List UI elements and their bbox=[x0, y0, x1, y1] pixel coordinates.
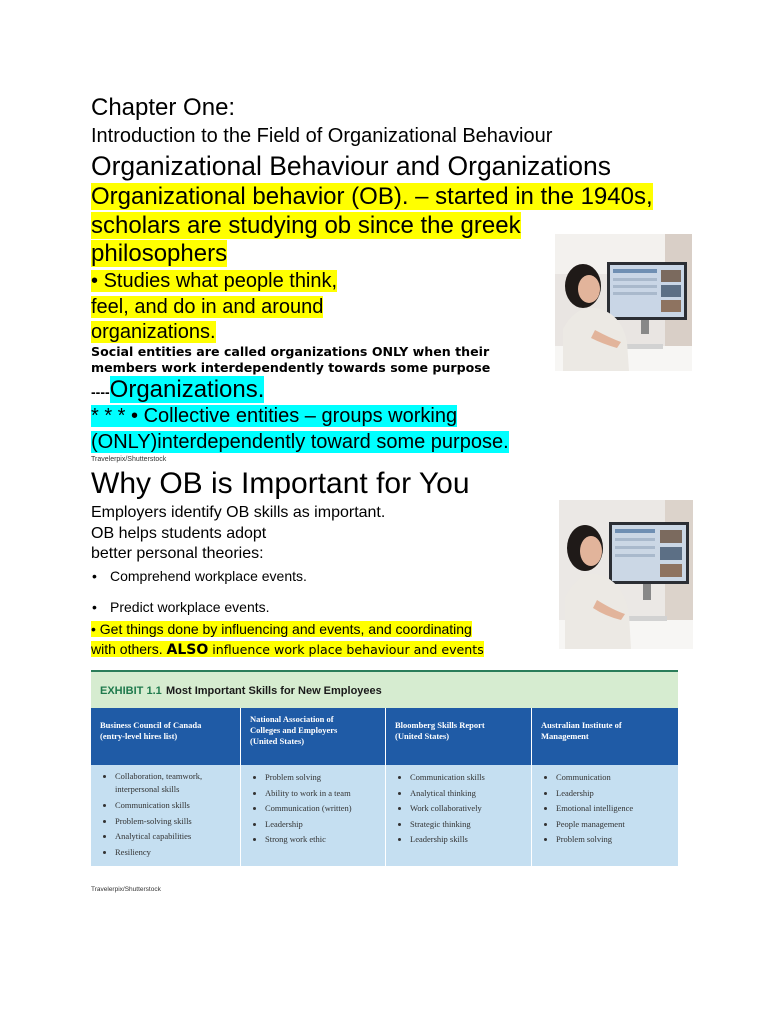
column-items bbox=[386, 765, 531, 866]
studies-text bbox=[91, 269, 337, 346]
list-item: • Problem solving bbox=[556, 832, 633, 848]
ob-definition-line: scholars are studying ob since the greek bbox=[91, 211, 521, 239]
column-header: National Association of Colleges and Employers (United States) bbox=[241, 708, 385, 765]
list-item: • Leadership skills bbox=[410, 832, 485, 848]
list-item: • Strong work ethic bbox=[265, 832, 352, 848]
photo-credit: Travelerpix/Shutterstock bbox=[91, 456, 167, 463]
list-item: • Work collaboratively bbox=[410, 801, 485, 817]
column-header: Bloomberg Skills Report (United States) bbox=[386, 708, 531, 765]
studies-line: feel, and do in and around bbox=[91, 295, 324, 318]
photo-credit: Travelerpix/Shutterstock bbox=[91, 886, 161, 893]
bullet-icon: • bbox=[92, 568, 97, 584]
list-item: • Emotional intelligence bbox=[556, 801, 633, 817]
social-entities-text: Social entities are called organizations ONLY when their members work interdependently towards some purpose bbox=[91, 344, 491, 375]
collective-line: * * * • Collective entities – groups working bbox=[91, 405, 458, 427]
organizations-line: ----Organizations. bbox=[91, 376, 265, 403]
bullet-icon: • bbox=[92, 599, 97, 615]
collective-line: (ONLY)interdependently toward some purpose. bbox=[91, 430, 509, 453]
list-item: • Communication skills bbox=[410, 770, 485, 786]
organizations-label: Organizations. bbox=[109, 376, 265, 403]
exhibit-table bbox=[91, 670, 678, 866]
studies-line: organizations. bbox=[91, 321, 216, 343]
why-ob-title: Why OB is Important for You bbox=[91, 467, 470, 500]
why-bullet-1: • Comprehend workplace events. bbox=[92, 568, 307, 584]
list-item: • Leadership bbox=[556, 786, 633, 802]
list-item: • Communication bbox=[556, 770, 633, 786]
list-item: • Analytical capabilities bbox=[115, 829, 202, 845]
list-item: • Problem-solving skills bbox=[115, 814, 202, 830]
list-item: • Problem solving bbox=[265, 770, 352, 786]
ob-definition-line: philosophers bbox=[91, 240, 228, 267]
chapter-title: Chapter One: bbox=[91, 94, 236, 121]
column-header: Business Council of Canada (entry-level hires list) bbox=[91, 708, 240, 765]
list-item: • Communication (written) bbox=[265, 801, 352, 817]
woman-at-computer-photo bbox=[559, 500, 693, 649]
column-items bbox=[91, 765, 240, 866]
column-items bbox=[532, 765, 678, 866]
list-item: • People management bbox=[556, 817, 633, 833]
why-ob-intro: Employers identify OB skills as important. OB helps students adopt better personal theories: bbox=[91, 504, 386, 562]
list-item: • Leadership bbox=[265, 817, 352, 833]
ob-definition-line: Organizational behavior (OB). – started in the 1940s, bbox=[91, 183, 653, 210]
exhibit-title-bar bbox=[91, 672, 678, 708]
photo-icon bbox=[559, 500, 693, 649]
photo-icon bbox=[555, 234, 692, 371]
list-item: • Resiliency bbox=[115, 845, 202, 861]
bullet-icon: • bbox=[91, 621, 96, 637]
exhibit-title: Most Important Skills for New Employees bbox=[166, 685, 382, 697]
woman-at-computer-photo bbox=[555, 234, 692, 371]
why-bullet-2: • Predict workplace events. bbox=[92, 599, 270, 615]
list-item: • Communication skills bbox=[115, 798, 202, 814]
column-header: Australian Institute of Management bbox=[532, 708, 678, 765]
why-bullet-3: • Get things done by influencing and events, and coordinating with others. ALSO influence work place behaviour and events bbox=[91, 621, 484, 658]
list-item: • Ability to work in a team bbox=[265, 786, 352, 802]
column-items bbox=[241, 765, 385, 866]
list-item: • Collaboration, teamwork, interpersonal skills bbox=[115, 770, 202, 796]
bullet-icon: • bbox=[91, 270, 99, 292]
list-item: • Analytical thinking bbox=[410, 786, 485, 802]
chapter-subtitle: Introduction to the Field of Organizational Behaviour bbox=[91, 125, 553, 147]
studies-line: • Studies what people think, bbox=[91, 270, 338, 292]
collective-entities bbox=[91, 404, 509, 455]
list-item: • Strategic thinking bbox=[410, 817, 485, 833]
exhibit-label: EXHIBIT 1.1 bbox=[100, 685, 162, 697]
section-heading: Organizational Behaviour and Organizations bbox=[91, 151, 612, 181]
